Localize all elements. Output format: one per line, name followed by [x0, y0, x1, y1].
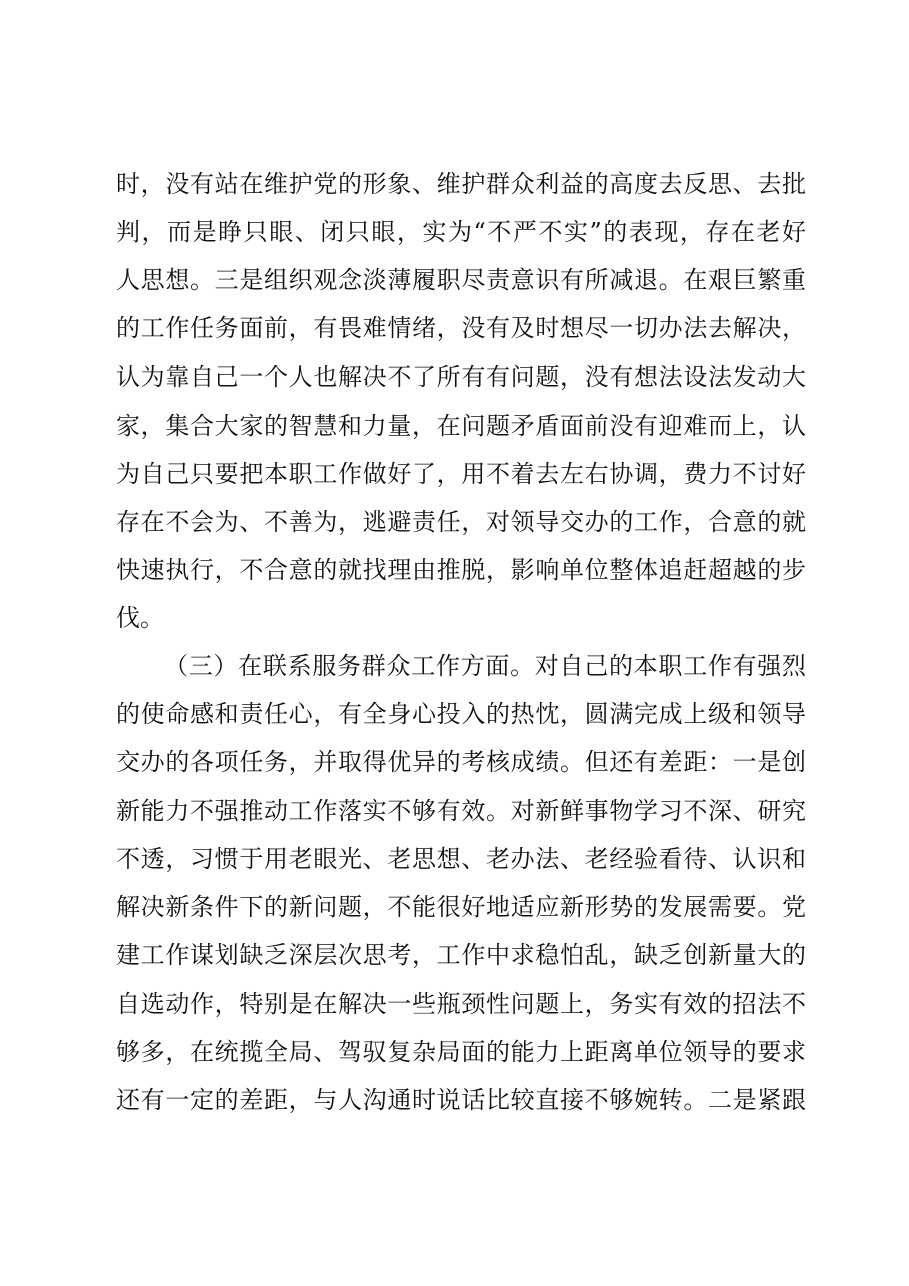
- text-line: 认为靠自己一个人也解决不了所有有问题，没有想法设法发动大: [116, 363, 806, 391]
- text-line: 解决新条件下的新问题，不能很好地适应新形势的发展需要。党: [116, 893, 806, 921]
- text-line: 交办的各项任务，并取得优异的考核成绩。但还有差距：一是创: [116, 748, 806, 776]
- text-line: 够多，在统揽全局、驾驭复杂局面的能力上距离单位领导的要求: [116, 1038, 806, 1066]
- text-line: 不透，习惯于用老眼光、老思想、老办法、老经验看待、认识和: [116, 845, 806, 873]
- section-heading-line: （三）在联系服务群众工作方面。对自己的本职工作有强烈: [164, 652, 806, 680]
- text-line: 快速执行，不合意的就找理由推脱，影响单位整体追赶超越的步: [116, 556, 806, 584]
- text-line: 时，没有站在维护党的形象、维护群众利益的高度去反思、去批: [116, 170, 806, 198]
- text-line: 为自己只要把本职工作做好了，用不着去左右协调，费力不讨好: [116, 460, 806, 488]
- text-line: 家，集合大家的智慧和力量，在问题矛盾面前没有迎难而上，认: [116, 412, 806, 440]
- text-line: 建工作谋划缺乏深层次思考，工作中求稳怕乱，缺乏创新量大的: [116, 941, 806, 969]
- text-line: 伐。: [116, 604, 164, 632]
- text-line: 人思想。三是组织观念淡薄履职尽责意识有所减退。在艰巨繁重: [116, 266, 806, 294]
- text-line: 存在不会为、不善为，逃避责任，对领导交办的工作，合意的就: [116, 508, 806, 536]
- text-line: 判，而是睁只眼、闭只眼，实为“不严不实”的表现，存在老好: [116, 218, 806, 246]
- text-line: 还有一定的差距，与人沟通时说话比较直接不够婉转。二是紧跟: [116, 1086, 806, 1114]
- text-line: 新能力不强推动工作落实不够有效。对新鲜事物学习不深、研究: [116, 797, 806, 825]
- text-line: 的使命感和责任心，有全身心投入的热忱，圆满完成上级和领导: [116, 700, 806, 728]
- text-line: 的工作任务面前，有畏难情绪，没有及时想尽一切办法去解决，: [116, 314, 806, 342]
- text-line: 自选动作，特别是在解决一些瓶颈性问题上，务实有效的招法不: [116, 990, 806, 1018]
